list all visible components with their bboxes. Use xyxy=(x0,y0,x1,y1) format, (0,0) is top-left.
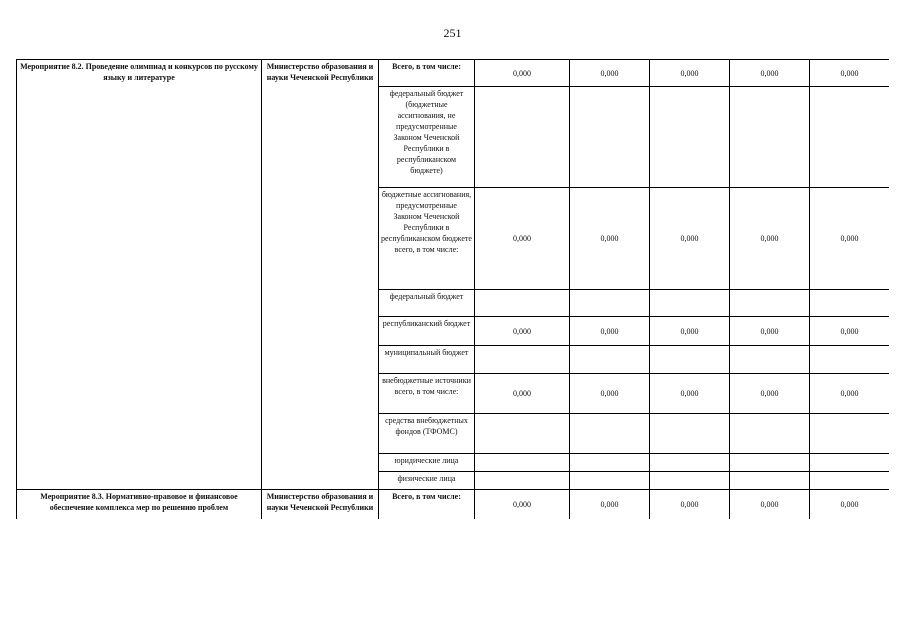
value-cell: 0,000 xyxy=(810,188,890,290)
value-cell xyxy=(810,87,890,188)
value-cell: 0,000 xyxy=(650,188,730,290)
value-cell: 0,000 xyxy=(570,490,650,520)
budget-table xyxy=(16,59,889,519)
row-label-cell: республиканский бюджет xyxy=(379,317,475,346)
value-cell: 0,000 xyxy=(475,188,570,290)
value-cell xyxy=(570,472,650,490)
value-cell xyxy=(475,87,570,188)
table-row xyxy=(17,60,890,87)
value-cell xyxy=(730,290,810,317)
row-label-cell: физические лица xyxy=(379,472,475,490)
value-cell xyxy=(650,87,730,188)
value-cell: 0,000 xyxy=(730,317,810,346)
value-cell xyxy=(810,454,890,472)
row-label-cell: Всего, в том числе: xyxy=(379,60,475,87)
ministry-cell: Министерство образования и науки Чеченской Республики xyxy=(262,490,379,520)
value-cell: 0,000 xyxy=(570,60,650,87)
value-cell xyxy=(810,346,890,374)
value-cell xyxy=(730,414,810,454)
value-cell xyxy=(475,290,570,317)
value-cell xyxy=(730,87,810,188)
value-cell: 0,000 xyxy=(810,374,890,414)
event-title-cell: Мероприятие 8.2. Проведение олимпиад и конкурсов по русскому языку и литературе xyxy=(17,60,262,490)
value-cell: 0,000 xyxy=(570,317,650,346)
value-cell xyxy=(475,414,570,454)
value-cell: 0,000 xyxy=(730,60,810,87)
value-cell xyxy=(810,290,890,317)
row-label-cell: муниципальный бюджет xyxy=(379,346,475,374)
value-cell: 0,000 xyxy=(475,490,570,520)
value-cell xyxy=(570,414,650,454)
value-cell xyxy=(650,472,730,490)
page-number: 251 xyxy=(443,26,462,40)
row-label-cell: Всего, в том числе: xyxy=(379,490,475,520)
value-cell xyxy=(475,346,570,374)
value-cell: 0,000 xyxy=(650,60,730,87)
row-label-cell: федеральный бюджет xyxy=(379,290,475,317)
value-cell: 0,000 xyxy=(810,317,890,346)
value-cell xyxy=(810,472,890,490)
value-cell xyxy=(650,414,730,454)
value-cell xyxy=(650,290,730,317)
value-cell: 0,000 xyxy=(650,490,730,520)
value-cell xyxy=(570,454,650,472)
value-cell xyxy=(475,454,570,472)
row-label-cell: бюджетные ассигнования, предусмотренные Законом Чеченской Республики в республиканском бюджете всего, в том числе: xyxy=(379,188,475,290)
value-cell: 0,000 xyxy=(810,490,890,520)
value-cell xyxy=(570,87,650,188)
budget-table-container xyxy=(16,59,889,519)
value-cell: 0,000 xyxy=(730,490,810,520)
value-cell: 0,000 xyxy=(650,374,730,414)
value-cell: 0,000 xyxy=(650,317,730,346)
value-cell xyxy=(570,290,650,317)
row-label-cell: юридические лица xyxy=(379,454,475,472)
value-cell: 0,000 xyxy=(475,60,570,87)
value-cell: 0,000 xyxy=(475,317,570,346)
value-cell: 0,000 xyxy=(475,374,570,414)
value-cell xyxy=(650,454,730,472)
event-title-cell: Мероприятие 8.3. Нормативно-правовое и финансовое обеспечение комплекса мер по решению проблем xyxy=(17,490,262,520)
value-cell xyxy=(650,346,730,374)
value-cell: 0,000 xyxy=(730,374,810,414)
value-cell: 0,000 xyxy=(810,60,890,87)
value-cell xyxy=(730,346,810,374)
row-label-cell: средства внебюджетных фондов (ТФОМС) xyxy=(379,414,475,454)
value-cell xyxy=(730,472,810,490)
value-cell: 0,000 xyxy=(570,188,650,290)
value-cell xyxy=(570,346,650,374)
table-row xyxy=(17,490,890,520)
row-label-cell: федеральный бюджет (бюджетные ассигнования, не предусмотренные Законом Чеченской Республики в республиканском бюджете) xyxy=(379,87,475,188)
value-cell xyxy=(810,414,890,454)
value-cell xyxy=(730,454,810,472)
ministry-cell: Министерство образования и науки Чеченской Республики xyxy=(262,60,379,490)
value-cell xyxy=(475,472,570,490)
row-label-cell: внебюджетные источники всего, в том числе: xyxy=(379,374,475,414)
value-cell: 0,000 xyxy=(730,188,810,290)
value-cell: 0,000 xyxy=(570,374,650,414)
